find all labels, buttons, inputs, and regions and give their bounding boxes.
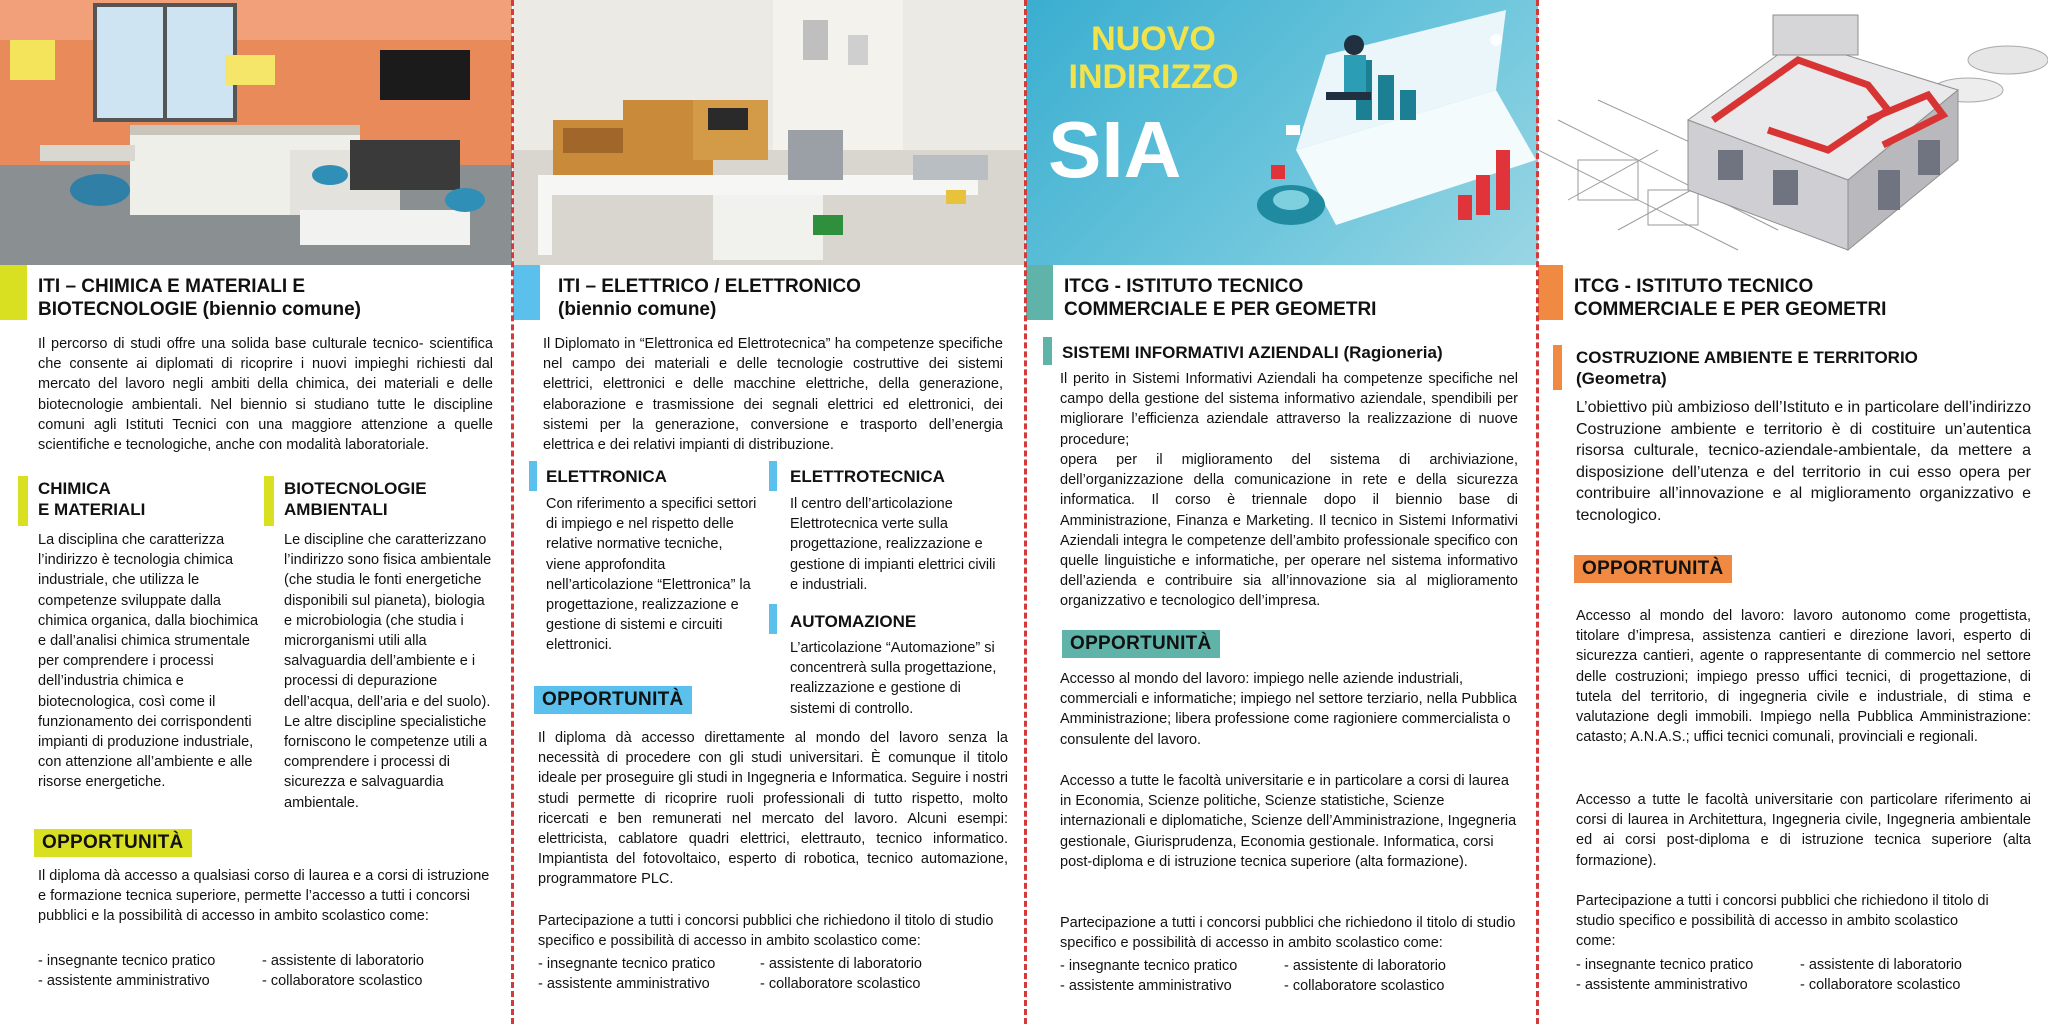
intro-text: opera per il miglioramento del sistema di archiviazione, dell’organizzazione della comunicazione in rete e della sicurezza informatica. Il corso è triennale dopo il biennio base di Amministrazione, Finanza e Marketing. Il tecnico in Sistemi Informativi Aziendali integra le competenze dell’ambito professionale specifico con quelle linguistiche e informatiche, per operare nel sistema informativo dell’azienda e contribuire sia all’innovazione sia al miglioramento organizzativo e tecnologico dell’impresa. bbox=[1060, 452, 1518, 610]
role-item: - assistente di laboratorio bbox=[262, 953, 424, 969]
opportunity-text: Accesso a tutte le facoltà universitarie e in particolare a corsi di laurea in Economia, Scienze politiche, Scienze statistiche, Scienze internazionali e diplomatiche, Scienze dell’Amministrazione, Ingegneria gestionale, Giurisprudenza, Economia gestionale. Informatica, corsi post-diploma e di istruzione tecnica superiore (alta formazione). bbox=[1060, 773, 1517, 870]
subsection-text: Le discipline che caratterizzano l’indirizzo sono fisica ambientale (che studia le fonti energetiche disponibili sul pianeta), biologia e microbiologia (che studia i microrganismi utili alla salvaguardia dell’ambiente e i processi di depurazione dell’acqua, dell’aria e del suolo). Le altre discipline specialistiche forniscono le competenze utili a comprendere i processi di sicurezza e salvaguardia ambientale. bbox=[284, 532, 492, 811]
subsection-title: AUTOMAZIONE bbox=[790, 612, 917, 631]
subsection-title: ELETTROTECNICA bbox=[790, 467, 945, 486]
subsection-title: BIOTECNOLOGIE AMBIENTALI bbox=[284, 479, 427, 519]
role-item: - assistente di laboratorio bbox=[1284, 958, 1446, 974]
role-item: - collaboratore scolastico bbox=[262, 973, 423, 989]
role-item: - assistente amministrativo bbox=[1060, 978, 1232, 994]
banner-big-text: SIA bbox=[1048, 105, 1182, 194]
panel-geometra bbox=[1538, 0, 2048, 1024]
orange-accent-bar bbox=[1553, 345, 1562, 390]
sia-banner bbox=[1026, 0, 1538, 265]
role-item: - insegnante tecnico pratico bbox=[538, 956, 716, 972]
panel-chimica bbox=[0, 0, 512, 1024]
opportunity-text: Partecipazione a tutti i concorsi pubblici che richiedono il titolo di studio specifico e possibilità di accesso in ambito scolastico come: bbox=[1576, 893, 1989, 950]
role-item: - collaboratore scolastico bbox=[1284, 978, 1445, 994]
yellow-accent-bar bbox=[0, 265, 27, 320]
opportunity-label: OPPORTUNITÀ bbox=[1062, 630, 1220, 658]
panel-title: ITI – ELETTRICO / ELETTRONICO (biennio comune) bbox=[558, 276, 861, 320]
roles-list bbox=[38, 951, 493, 991]
panel-elettrico bbox=[513, 0, 1025, 1024]
subsection-title: ELETTRONICA bbox=[546, 467, 667, 486]
role-item: - assistente amministrativo bbox=[1576, 977, 1748, 993]
role-item: - insegnante tecnico pratico bbox=[1576, 957, 1754, 973]
banner-line: NUOVO bbox=[1091, 20, 1216, 58]
role-item: - assistente amministrativo bbox=[538, 976, 710, 992]
blue-accent-bar bbox=[513, 265, 540, 320]
opportunity-label: OPPORTUNITÀ bbox=[1574, 555, 1732, 583]
electrical-lab-photo bbox=[513, 0, 1025, 265]
intro-text: Il perito in Sistemi Informativi Aziendali ha competenze specifiche nel campo della gestione del sistema informativo aziendale, spendibili per migliorare l’efficienza aziendale attraverso la realizzazione di nuove procedure; bbox=[1060, 371, 1518, 448]
opportunity-label: OPPORTUNITÀ bbox=[34, 829, 192, 857]
role-item: - collaboratore scolastico bbox=[760, 976, 921, 992]
fold-divider bbox=[1536, 0, 1539, 1024]
subsection-text: Con riferimento a specifici settori di impiego e nel rispetto delle relative normative tecniche, viene approfondita nell’articolazione “Elettronica” la progettazione, realizzazione e gestione di sistemi e circuiti elettronici. bbox=[546, 496, 757, 654]
opportunity-text: Partecipazione a tutti i concorsi pubblici che richiedono il titolo di studio specifico e possibilità di accesso in ambito scolastico come: bbox=[1060, 915, 1516, 952]
building-model-photo bbox=[1538, 0, 2048, 265]
role-item: - insegnante tecnico pratico bbox=[1060, 958, 1238, 974]
teal-accent-bar bbox=[1026, 265, 1053, 320]
panel-title: ITCG - ISTITUTO TECNICO COMMERCIALE E PER GEOMETRI bbox=[1064, 276, 1377, 320]
blue-accent-bar bbox=[529, 461, 537, 491]
fold-divider bbox=[511, 0, 514, 1024]
opportunity-text: Il diploma dà accesso direttamente al mondo del lavoro senza la necessità di procedere con gli studi universitari. È comunque il titolo ideale per proseguire gli studi in Ingegneria e Informatica. Seguire i nostri studi permette di ricoprire ruoli professionali di tutto rispetto, molto ricercati e ben remunerati nel mercato del lavoro. Alcuni esempi: elettricista, cablatore quadri elettrici, elettrauto, tecnico informatico. Impiantista del fotovoltaico, esperto di robotica, tecnico automazione, programmatore PLC. bbox=[538, 730, 1008, 888]
orange-accent-bar bbox=[1538, 265, 1563, 320]
opportunity-text: Accesso a tutte le facoltà universitarie con particolare riferimento ai corsi di laurea in Architettura, Ingegneria civile, Ingegneria ambientale ed ai corsi post-diploma e di istruzione tecnica superiore (alta formazione). bbox=[1576, 792, 2031, 869]
panel-title: ITCG - ISTITUTO TECNICO COMMERCIALE E PER GEOMETRI bbox=[1574, 276, 1887, 320]
opportunity-text: Accesso al mondo del lavoro: impiego nelle aziende industriali, commerciali e informatiche; impiego nel settore terziario, nella Pubblica Amministrazione; libera professione come ragioniere commercialista o consulente del lavoro. bbox=[1060, 671, 1517, 748]
panel-title: ITI – CHIMICA E MATERIALI E BIOTECNOLOGIE (biennio comune) bbox=[38, 276, 361, 320]
fold-divider bbox=[1024, 0, 1027, 1024]
subsection-title: SISTEMI INFORMATIVI AZIENDALI (Ragioneria) bbox=[1062, 343, 1443, 362]
subsection-text: La disciplina che caratterizza l’indirizzo è tecnologia chimica industriale, che utilizza le competenze sviluppate dalla chimica organica, dalla biochimica e dall’analisi chimica strumentale per comprendere i processi dell’industria chimica e biotecnologica, così come il funzionamento dei corrispondenti impianti di produzione industriale, con attenzione all’ambiente e alle risorse energetiche. bbox=[38, 532, 259, 791]
opportunity-text: Il diploma dà accesso a qualsiasi corso di laurea e a corsi di istruzione e formazione tecnica superiore, permette l’accesso a tutti i concorsi pubblici e la possibilità di accesso in ambito scolastico come: bbox=[38, 868, 490, 925]
role-item: - assistente di laboratorio bbox=[760, 956, 922, 972]
role-item: - assistente di laboratorio bbox=[1800, 957, 1962, 973]
yellow-accent-bar bbox=[18, 476, 28, 526]
intro-text: Il percorso di studi offre una solida base culturale tecnico- scientifica che consente ai diplomati di ricoprire i nuovi impieghi richiesti dal mercato del lavoro negli ambiti della chimica, dei materiali e delle biotecnologie ambientali. Nel biennio si studiano tutte le discipline comuni agli Istituti Tecnici con una maggiore attenzione a quelle scientifiche e tecnologiche, anche con modalità laboratoriale. bbox=[38, 336, 493, 454]
intro-text: L’obiettivo più ambizioso dell’Istituto e in particolare dell’indirizzo Costruzione ambiente e territorio è di costituire un’autentica risorsa culturale, tecnico-aziendale-ambientale, da mettere a disposizione dell’utenza e del territorio in cui esso opera per contribuire all’innovazione e al miglioramento organizzativo e tecnologico. bbox=[1576, 399, 2031, 524]
chemistry-lab-photo bbox=[0, 0, 512, 265]
role-item: - insegnante tecnico pratico bbox=[38, 953, 216, 969]
subsection-text: Il centro dell’articolazione Elettrotecnica verte sulla progettazione, realizzazione e gestione di impianti elettrici civili e industriali. bbox=[790, 496, 996, 593]
subsection-title: CHIMICA E MATERIALI bbox=[38, 479, 146, 519]
blue-accent-bar bbox=[769, 461, 777, 491]
blue-accent-bar bbox=[769, 604, 777, 634]
role-item: - collaboratore scolastico bbox=[1800, 977, 1961, 993]
teal-accent-bar bbox=[1043, 337, 1052, 365]
panel-sia bbox=[1026, 0, 1538, 1024]
subsection-text: L’articolazione “Automazione” si concentrerà sulla progettazione, realizzazione e gestione di sistemi di controllo. bbox=[790, 640, 997, 717]
opportunity-label: OPPORTUNITÀ bbox=[534, 686, 692, 714]
roles-list bbox=[1060, 956, 1520, 996]
role-item: - assistente amministrativo bbox=[38, 973, 210, 989]
opportunity-text: Accesso al mondo del lavoro: lavoro autonomo come progettista, titolare d’impresa, assistenza cantieri e direzione lavori, esperto di sicurezza cantieri, agente o rappresentante di commercio nel settore delle costruzioni; impiego presso uffici tecnici, di progettazione, di tutela del territorio, di ingegneria civile e industriale, di stima e valutazione degli immobili. Impiego nella Pubblica Amministrazione: catasto; A.N.A.S.; uffici tecnici comunali, provinciali e regionali. bbox=[1576, 608, 2031, 746]
banner-line: INDIRIZZO bbox=[1068, 58, 1239, 96]
intro-text: Il Diplomato in “Elettronica ed Elettrotecnica” ha competenze specifiche nel campo dei materiali e delle tecnologie costruttive dei sistemi elettrici, elettronici e delle macchine elettriche, della generazione, elaborazione e trasmissione dei segnali elettrici ed elettronici, dei sistemi per la generazione, conversione e trasporto dell’energia elettrica e dei relativi impianti di distribuzione. bbox=[543, 336, 1003, 454]
subsection-title: COSTRUZIONE AMBIENTE E TERRITORIO (Geometra) bbox=[1576, 348, 1918, 388]
roles-list bbox=[1576, 955, 2031, 995]
opportunity-text: Partecipazione a tutti i concorsi pubblici che richiedono il titolo di studio specifico e possibilità di accesso in ambito scolastico come: bbox=[538, 913, 994, 950]
yellow-accent-bar bbox=[264, 476, 274, 526]
roles-list bbox=[538, 954, 1008, 994]
